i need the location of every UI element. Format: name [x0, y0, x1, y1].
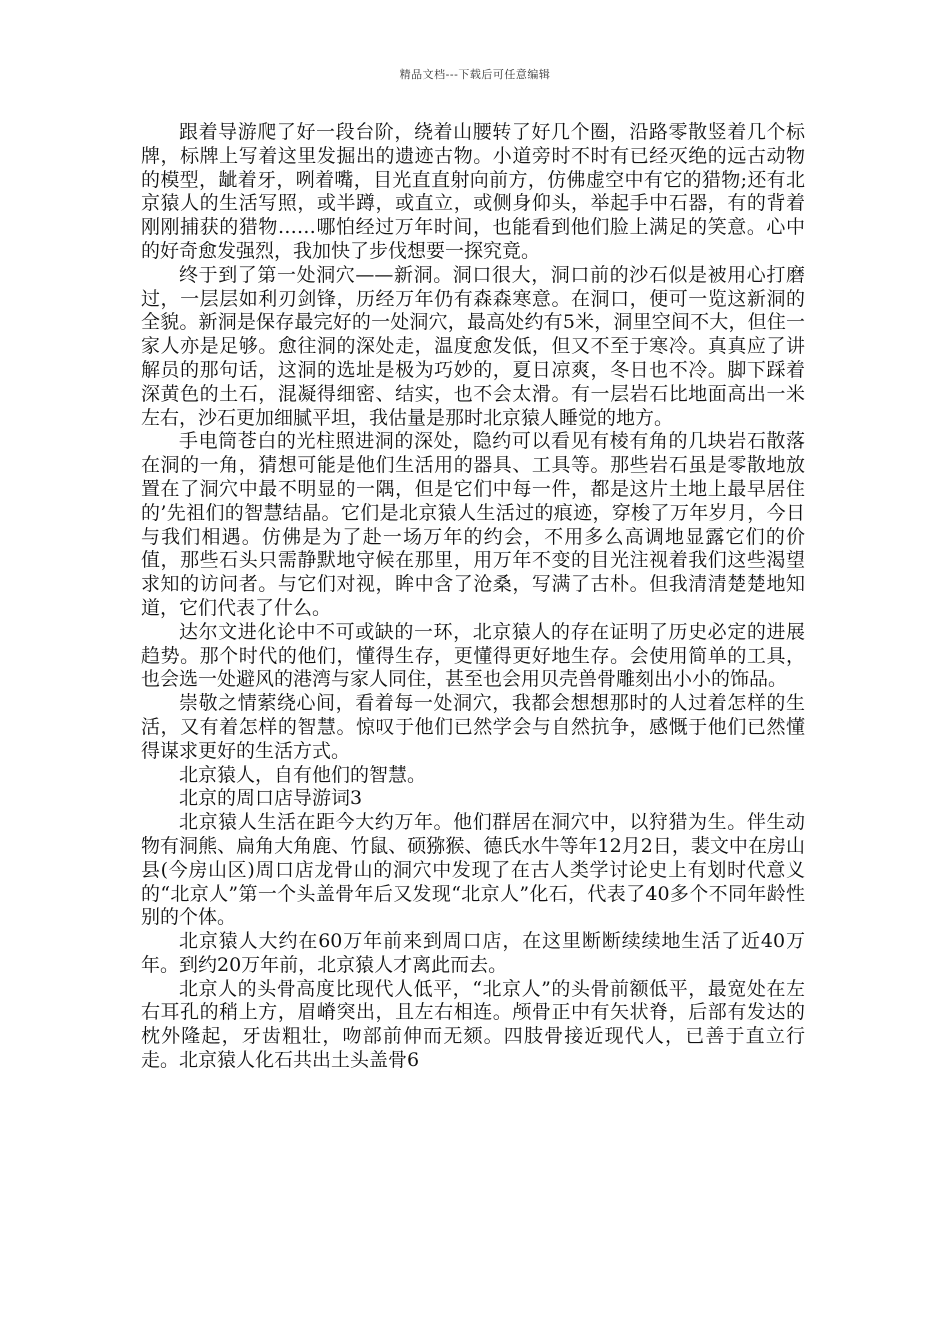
paragraph: 北京猿人，自有他们的智慧。 [179, 763, 427, 786]
paragraph: 北京猿人大约在60万年前来到周口店，在这里断断续续地生活了近40万年。到约20万年前，北京猿人才离此而去。 [141, 930, 805, 976]
paragraph: 跟着导游爬了好一段台阶，绕着山腰转了好几个圈，沿路零散竖着几个标牌，标牌上写着这里发掘出的遗迹古物。小道旁时不时有已经灭绝的远古动物的模型，龇着牙，咧着嘴，目光直直射向前方，仿佛虚空中有它的猎物;还有北京猿人的生活写照，或半蹲，或直立，或侧身仰头，举起手中石器，有的背着刚刚捕获的猎物……哪怕经过万年时间，也能看到他们脸上满足的笑意。心中的好奇愈发强烈，我加快了步伐想要一探究竟。 [141, 121, 805, 262]
paragraph: 终于到了第一处洞穴——新洞。洞口很大，洞口前的沙石似是被用心打磨过，一层层如利刃剑锋，历经万年仍有森森寒意。在洞口，便可一览这新洞的全貌。新洞是保存最完好的一处洞穴，最高处约有5米，洞里空间不大，但住一家人亦是足够。愈往洞的深处走，温度愈发低，但又不至于寒冷。真真应了讲解员的那句话，这洞的选址是极为巧妙的，夏日凉爽，冬日也不冷。脚下踩着深黄色的土石，混凝得细密、结实，也不会太滑。有一层岩石比地面高出一米左右，沙石更加细腻平坦，我估量是那时北京猿人睡觉的地方。 [141, 263, 805, 429]
paragraph: 北京人的头骨高度比现代人低平，“北京人”的头骨前额低平，最宽处在左右耳孔的稍上方，眉嵴突出，且左右相连。颅骨正中有矢状脊，后部有发达的枕外隆起，牙齿粗壮，吻部前伸而无颏。四肢骨接近现代人，已善于直立行走。北京猿人化石共出土头盖骨6 [141, 977, 805, 1072]
paragraph: 北京猿人生活在距今大约万年。他们群居在洞穴中，以狩猎为生。伴生动物有洞熊、扁角大角鹿、竹鼠、硕猕猴、德氏水牛等年12月2日，裴文中在房山县(今房山区)周口店龙骨山的洞穴中发现了在古人类学讨论史上有划时代意义的“北京人”第一个头盖骨年后又发现“北京人”化石，代表了40多个不同年龄性别的个体。 [141, 811, 805, 929]
paragraph: 达尔文进化论中不可或缺的一环，北京猿人的存在证明了历史必定的进展趋势。那个时代的他们，懂得生存，更懂得更好地生存。会使用简单的工具，也会选一处避风的港湾与家人同住，甚至也会用贝壳兽骨雕刻出小小的饰品。 [141, 620, 805, 691]
paragraph: 崇敬之情萦绕心间，看着每一处洞穴，我都会想想那时的人过着怎样的生活，又有着怎样的智慧。惊叹于他们已然学会与自然抗争，感慨于他们已然懂得谋求更好的生活方式。 [141, 692, 805, 762]
paragraph: 手电筒苍白的光柱照进洞的深处，隐约可以看见有棱有角的几块岩石散落在洞的一角，猜想可能是他们生活用的器具、工具等。那些岩石虽是零散地放置在了洞穴中最不明显的一隅，但是它们中每一件，都是这片土地上最早居住的’先祖们的智慧结晶。它们是北京猿人生活过的痕迹，穿梭了万年岁月，今日与我们相遇。仿佛是为了赴一场万年的约会，不用多么高调地显露它们的价值，那些石头只需静默地守候在那里，用万年不变的目光注视着我们这些渴望求知的访问者。与它们对视，眸中含了沧桑，写满了古朴。但我清清楚楚地知道，它们代表了什么。 [141, 430, 805, 619]
page-header: 精品文档---下载后可任意编辑 [399, 68, 551, 81]
section-heading: 北京的周口店导游词3 [179, 787, 363, 810]
article-body [141, 121, 805, 1073]
